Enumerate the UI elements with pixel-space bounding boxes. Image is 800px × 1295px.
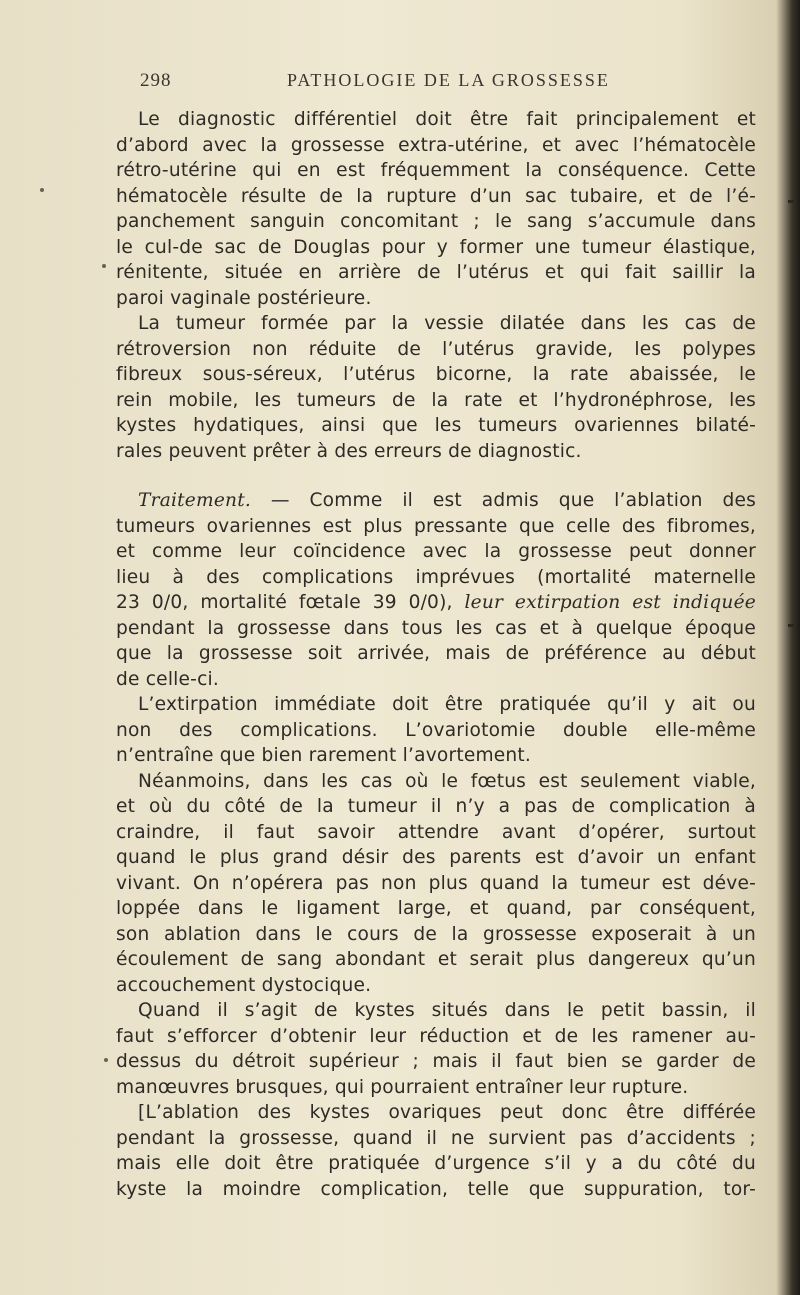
text-line — [116, 590, 756, 616]
text-line: quand le plus grand désir des parents est d’avoir un enfant — [116, 847, 756, 868]
text-line: tumeurs ovariennes est plus pressante que celle des fibromes, — [116, 515, 756, 537]
text-line: manœuvres brusques, qui pourraient entraîner leur rupture. — [116, 1076, 689, 1098]
text-line: et où du côté de la tumeur il n’y a pas de complication à — [116, 796, 756, 817]
text-line: n’entraîne que bien rarement l’avortement. — [116, 745, 532, 766]
paragraph-neanmoins — [116, 769, 756, 999]
margin-dot — [102, 264, 106, 268]
text-line: faut s’efforcer d’obtenir leur réduction et de les ramener au- — [116, 1025, 756, 1047]
text-line: d’abord avec la grossesse extra-utérine, et avec l’hématocèle — [116, 134, 756, 156]
text-line: craindre, il faut savoir attendre avant d’opérer, surtout — [116, 821, 756, 843]
text-line: [L’ablation des kystes ovariques peut donc être différée — [138, 1102, 756, 1123]
text-run: 23 0/0, mortalité fœtale 39 0/0), — [116, 592, 465, 613]
text-line: pendant la grossesse, quand il ne survient pas d’accidents ; — [116, 1127, 756, 1149]
text-line: et comme leur coïncidence avec la grossesse peut donner — [116, 541, 756, 562]
text-line: son ablation dans le cours de la grossesse exposerait à un — [116, 923, 756, 945]
text-line: de celle-ci. — [116, 668, 219, 690]
text-line: non des complications. L’ovariotomie double elle-même — [116, 719, 756, 741]
emphasis-text: leur extirpation est indiquée — [464, 592, 756, 613]
text-line: pendant la grossesse dans tous les cas et à quelque époque — [116, 617, 756, 639]
paragraph-tumeur — [116, 311, 756, 464]
paragraph-gap — [116, 464, 756, 488]
text-line: rétro-utérine qui en est fréquemment la conséquence. Cette — [116, 160, 756, 181]
text-line: accouchement dystocique. — [116, 974, 372, 996]
paragraph-extirpation — [116, 692, 756, 769]
text-line: kystes hydatiques, ainsi que les tumeurs ovariennes bilaté- — [116, 415, 756, 436]
paragraph-diagnostic — [116, 107, 756, 311]
paragraph-kystes — [116, 998, 756, 1100]
text-line: Le diagnostic différentiel doit être fait principalement et — [138, 109, 756, 130]
edge-mark — [788, 624, 794, 627]
text-line: que la grossesse soit arrivée, mais de préférence au début — [116, 643, 756, 664]
text-line: Quand il s’agit de kystes situés dans le petit bassin, il — [138, 1000, 756, 1021]
paragraph-traitement — [116, 488, 756, 692]
body-text — [116, 107, 756, 1202]
text-line: La tumeur formée par la vessie dilatée dans les cas de — [138, 313, 756, 334]
text-line: mais elle doit être pratiquée d’urgence s’il y a du côté du — [116, 1153, 756, 1174]
text-line: rales peuvent prêter à des erreurs de diagnostic. — [116, 440, 582, 462]
text-line: L’extirpation immédiate doit être pratiquée qu’il y ait ou — [138, 694, 756, 715]
text-line: lieu à des complications imprévues (mortalité maternelle — [116, 566, 756, 588]
text-line: rein mobile, les tumeurs de la rate et l’hydronéphrose, les — [116, 389, 756, 411]
text-line: loppée dans le ligament large, et quand, par conséquent, — [116, 898, 756, 919]
running-title: PATHOLOGIE DE LA GROSSESSE — [287, 70, 610, 90]
text-run: — Comme il est admis que l’ablation des — [251, 490, 756, 511]
text-line: vivant. On n’opérera pas non plus quand la tumeur est déve- — [116, 872, 756, 894]
text-line: dessus du détroit supérieur ; mais il faut bien se garder de — [116, 1051, 756, 1072]
text-line: écoulement de sang abondant et serait plus dangereux qu’un — [116, 949, 756, 970]
section-heading: Traitement. — [138, 490, 251, 511]
text-line: panchement sanguin concomitant ; le sang s’accumule dans — [116, 211, 756, 232]
text-line: fibreux sous-séreux, l’utérus bicorne, la rate abaissée, le — [116, 364, 756, 385]
text-line: paroi vaginale postérieure. — [116, 287, 372, 309]
text-line: rétroversion non réduite de l’utérus gravide, les polypes — [116, 338, 756, 360]
margin-dot — [104, 1058, 108, 1062]
paragraph-ablation — [116, 1100, 756, 1202]
margin-dot — [40, 188, 44, 192]
text-line — [116, 488, 756, 514]
edge-mark — [788, 200, 794, 203]
text-line: hématocèle résulte de la rupture d’un sac tubaire, et de l’é- — [116, 185, 756, 207]
page-header — [140, 70, 780, 96]
text-line: rénitente, située en arrière de l’utérus et qui fait saillir la — [116, 262, 756, 283]
text-line: kyste la moindre complication, telle que suppuration, tor- — [116, 1178, 756, 1200]
text-line: le cul-de sac de Douglas pour y former une tumeur élastique, — [116, 236, 756, 258]
page-number: 298 — [140, 70, 172, 91]
text-line: Néanmoins, dans les cas où le fœtus est seulement viable, — [138, 770, 756, 792]
